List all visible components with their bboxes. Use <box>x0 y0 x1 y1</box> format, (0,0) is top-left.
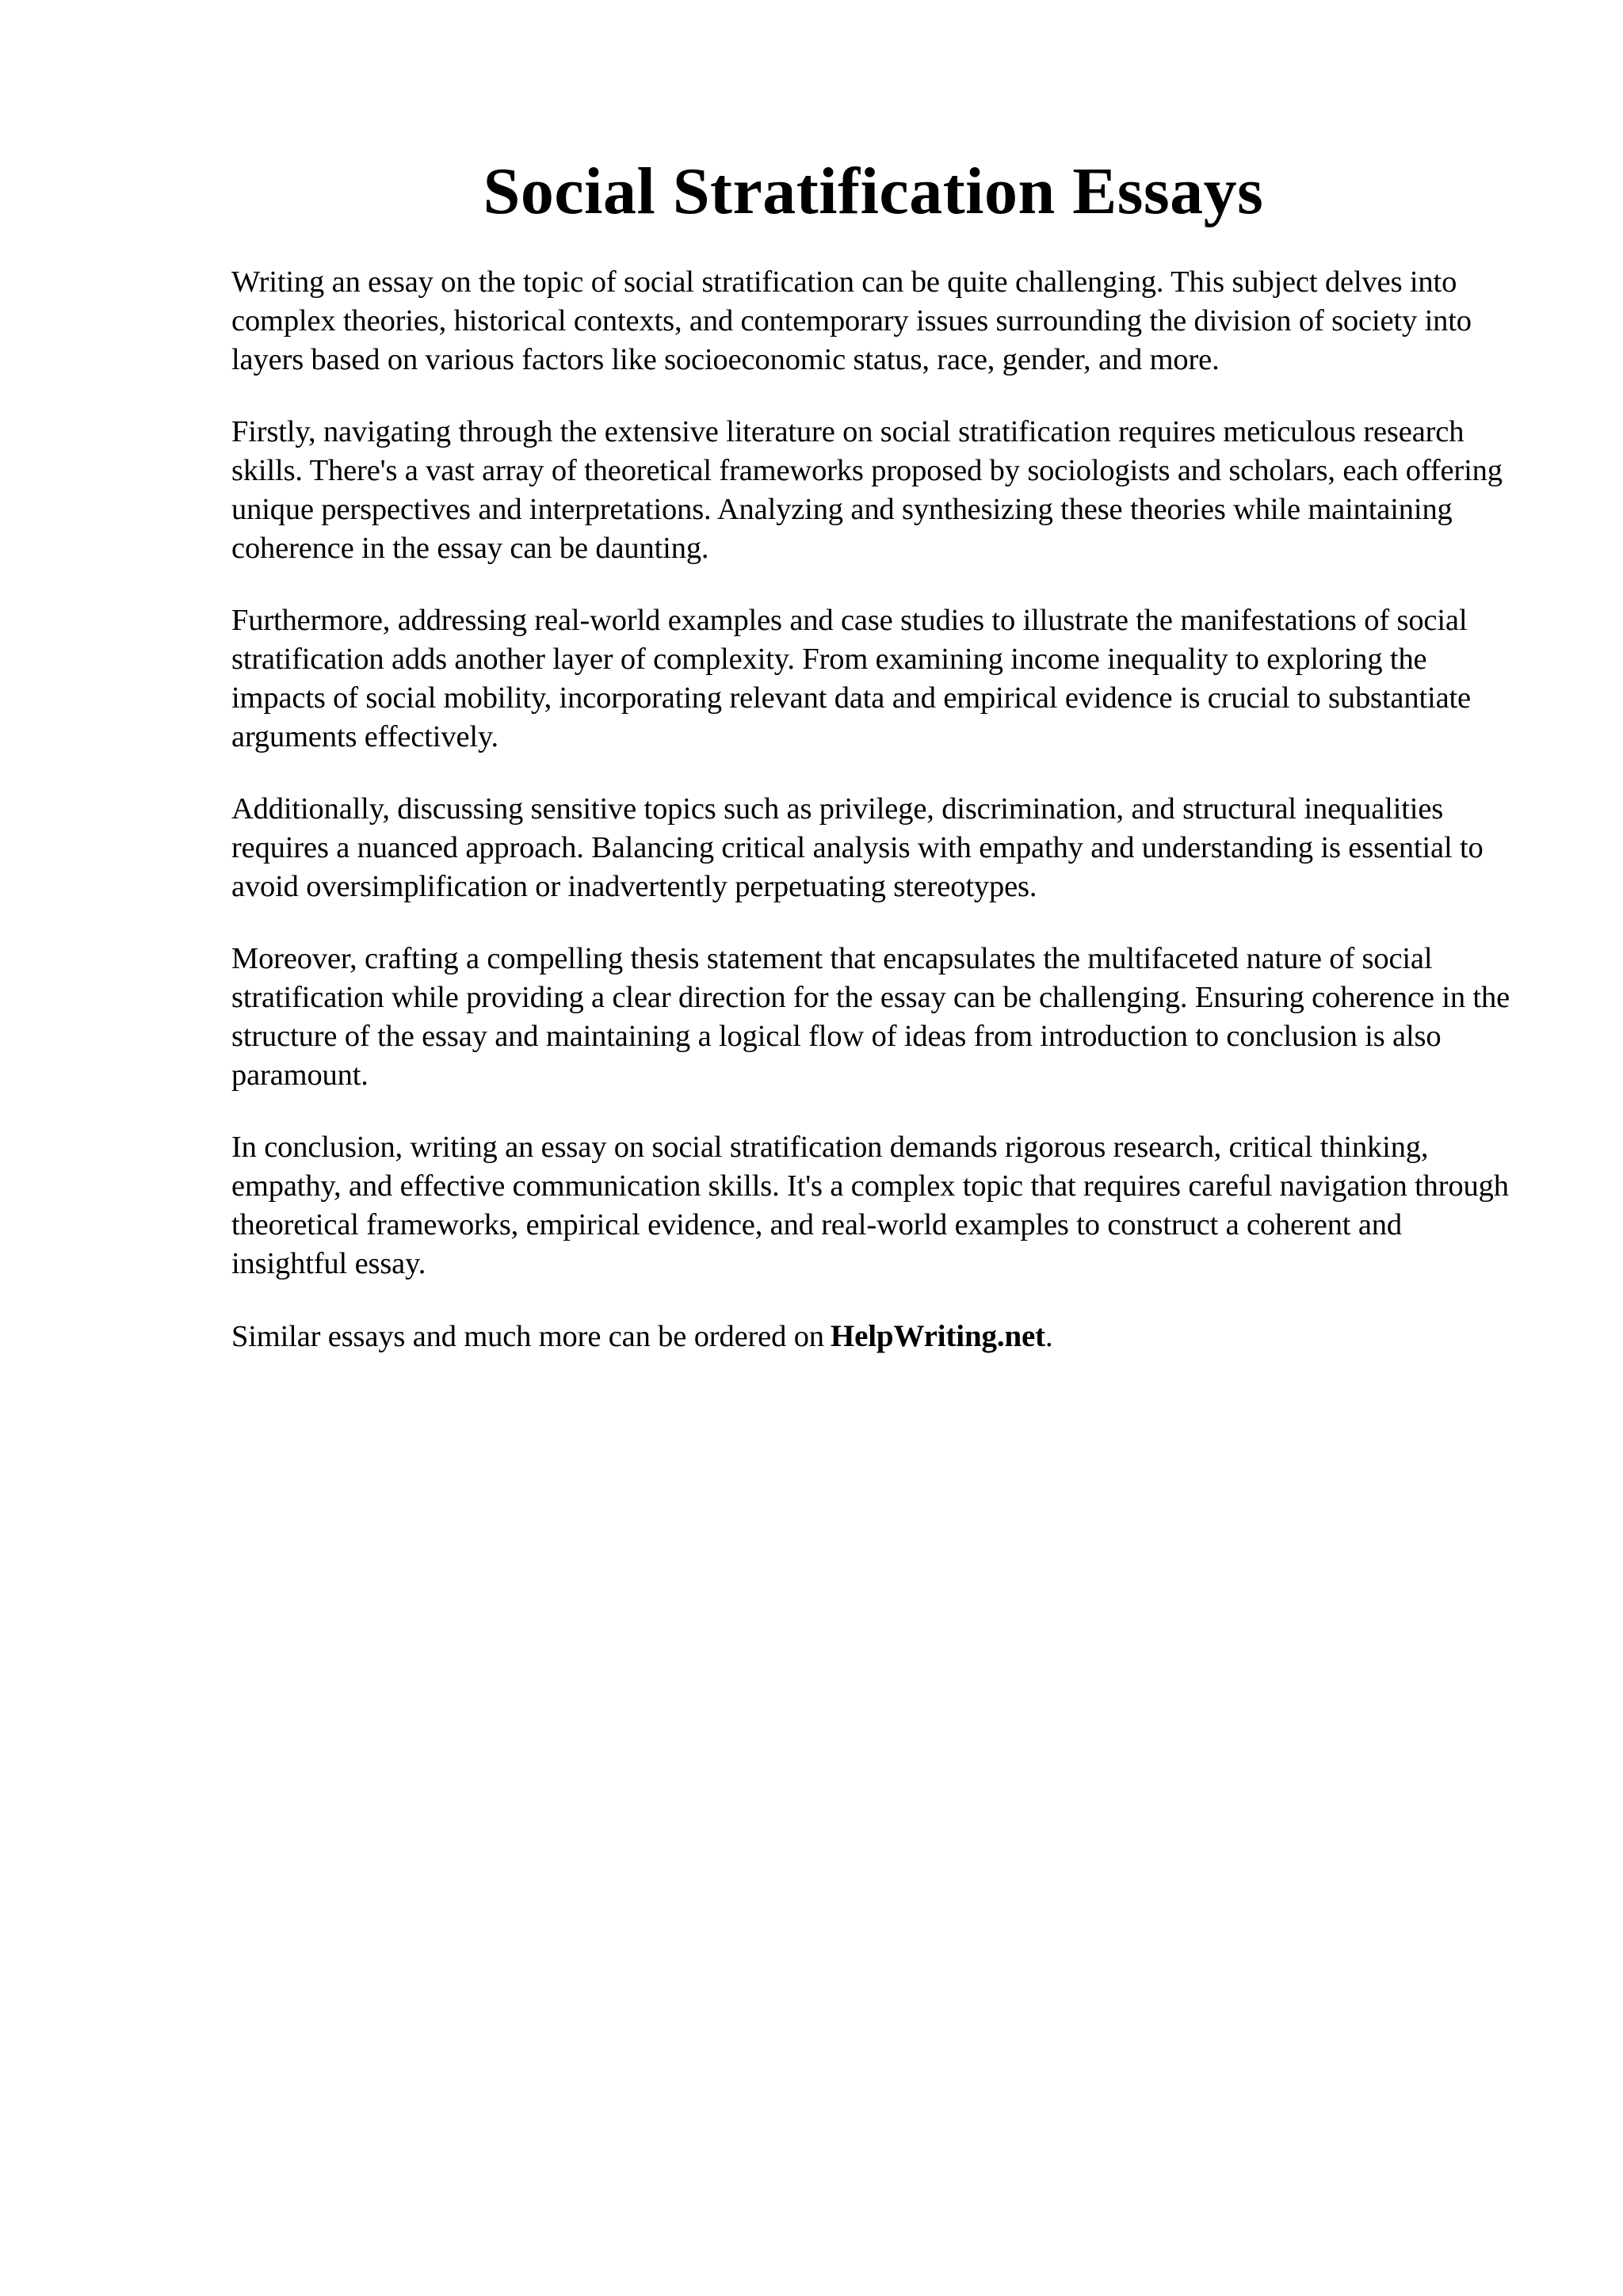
paragraph-additionally: Additionally, discussing sensitive topics such as privilege, discrimination, and structural inequalities requires a nuanced approach. Balancing critical analysis with empathy and understanding is essential to avoid oversimplification or inadvertently perpetuating stereotypes. <box>231 792 1484 903</box>
document-page <box>231 151 1515 1356</box>
paragraph-conclusion: In conclusion, writing an essay on social stratification demands rigorous research, critical thinking, empathy, and effective communication skills. It's a complex topic that requires careful navigation through theoretical frameworks, empirical evidence, and real-world examples to construct a coherent and insightful essay. <box>231 1131 1509 1280</box>
paragraph-intro: Writing an essay on the topic of social stratification can be quite challenging. This subject delves into complex theories, historical contexts, and contemporary issues surrounding the division of society into layers based on various factors like socioeconomic status, race, gender, and more. <box>231 265 1472 376</box>
brand-link[interactable]: HelpWriting.net <box>830 1319 1046 1353</box>
footer-note <box>231 1317 1515 1356</box>
paragraph-firstly: Firstly, navigating through the extensive literature on social stratification requires meticulous research skills. There's a vast array of theoretical frameworks proposed by sociologists and scholars, each offering unique perspectives and interpretations. Analyzing and synthesizing these theories while maintaining coherence in the essay can be daunting. <box>231 415 1503 565</box>
footer-prefix: Similar essays and much more can be ordered on <box>231 1320 824 1353</box>
footer-suffix: . <box>1045 1320 1053 1353</box>
paragraph-moreover: Moreover, crafting a compelling thesis statement that encapsulates the multifaceted nature of social stratification while providing a clear direction for the essay can be challenging. Ensuring coherence in the structure of the essay and maintaining a logical flow of ideas from introduction to conclusion is also paramount. <box>231 942 1510 1092</box>
document-title: Social Stratification Essays <box>483 154 1264 228</box>
paragraph-furthermore: Furthermore, addressing real-world examples and case studies to illustrate the manifestations of social stratification adds another layer of complexity. From examining income inequality to exploring the impacts of social mobility, incorporating relevant data and empirical evidence is crucial to substantiate arguments effectively. <box>231 604 1471 753</box>
